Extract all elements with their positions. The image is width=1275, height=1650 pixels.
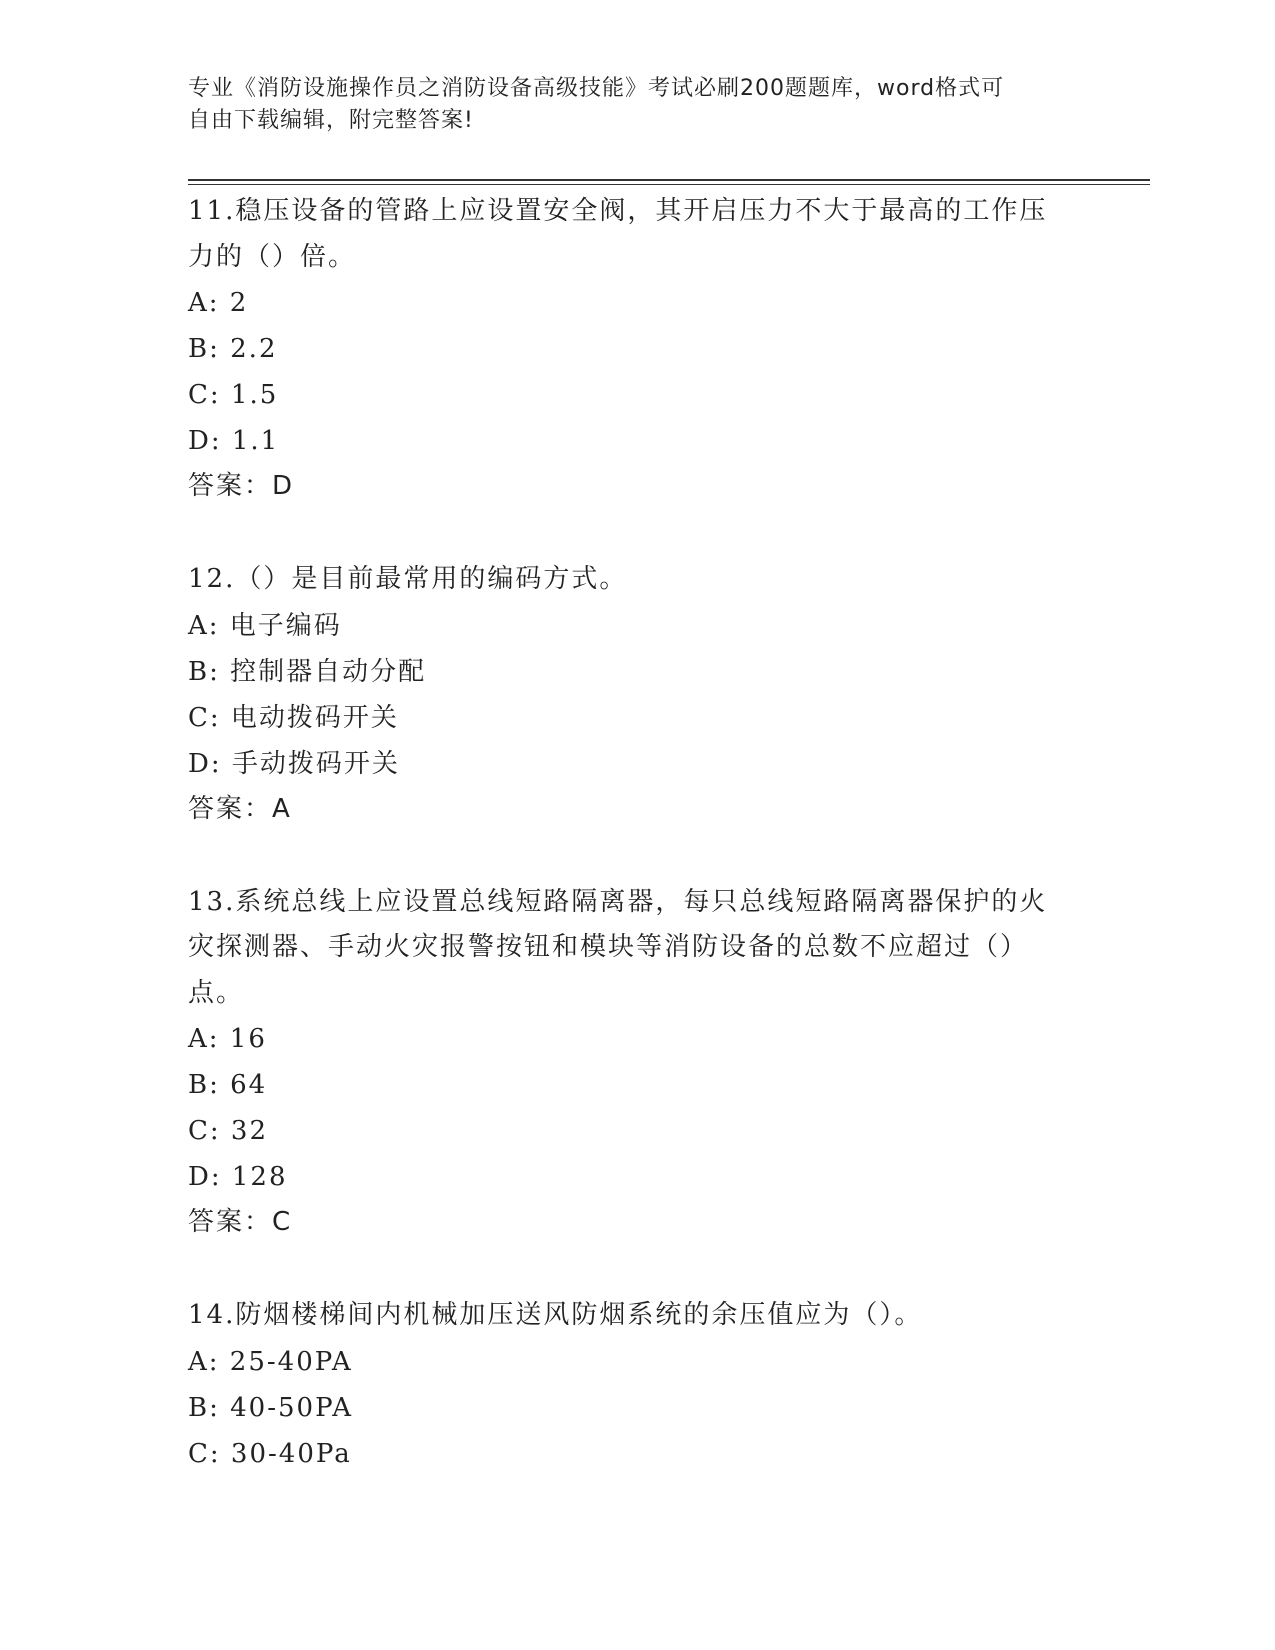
question-stem-line: 13.系统总线上应设置总线短路隔离器，每只总线短路隔离器保护的火 <box>188 886 1048 917</box>
question-12 <box>188 557 1088 831</box>
answer-line: 答案：A <box>188 793 292 824</box>
option-c: C: 30-40Pa <box>188 1438 352 1469</box>
option-d: D: 1.1 <box>188 426 280 456</box>
question-13 <box>188 880 1088 1245</box>
option-c: C: 1.5 <box>188 380 279 410</box>
option-b: B: 2.2 <box>188 334 278 364</box>
question-stem-line: 点。 <box>188 977 245 1008</box>
header-divider-thick <box>188 179 1150 181</box>
question-11 <box>188 189 1088 508</box>
document-header <box>188 73 1068 137</box>
header-line-2: 自由下载编辑，附完整答案! <box>188 108 474 133</box>
question-stem-line: 11.稳压设备的管路上应设置安全阀，其开启压力不大于最高的工作压 <box>188 196 1048 226</box>
answer-line: 答案：D <box>188 471 295 501</box>
header-line-1: 专业《消防设施操作员之消防设备高级技能》考试必刷200题题库，word格式可 <box>188 76 1005 101</box>
option-c: C: 32 <box>188 1116 269 1146</box>
header-divider-thin <box>188 184 1150 185</box>
option-a: A: 25-40PA <box>188 1346 353 1377</box>
option-b: B: 控制器自动分配 <box>188 656 427 687</box>
option-a: A: 电子编码 <box>188 610 342 641</box>
option-b: B: 40-50PA <box>188 1392 353 1423</box>
answer-line: 答案：C <box>188 1207 293 1237</box>
question-14 <box>188 1293 1088 1477</box>
question-stem-line: 力的（）倍。 <box>188 241 357 272</box>
option-c: C: 电动拨码开关 <box>188 702 399 733</box>
question-list <box>188 189 1088 1477</box>
option-a: A: 16 <box>188 1024 267 1054</box>
option-d: D: 手动拨码开关 <box>188 748 400 779</box>
option-a: A: 2 <box>188 288 249 318</box>
question-stem-line: 14.防烟楼梯间内机械加压送风防烟系统的余压值应为（）。 <box>188 1300 923 1330</box>
question-stem-line: 12.（）是目前最常用的编码方式。 <box>188 564 628 594</box>
option-b: B: 64 <box>188 1070 268 1100</box>
question-stem-line: 灾探测器、手动火灾报警按钮和模块等消防设备的总数不应超过（） <box>188 932 1029 962</box>
option-d: D: 128 <box>188 1162 288 1192</box>
